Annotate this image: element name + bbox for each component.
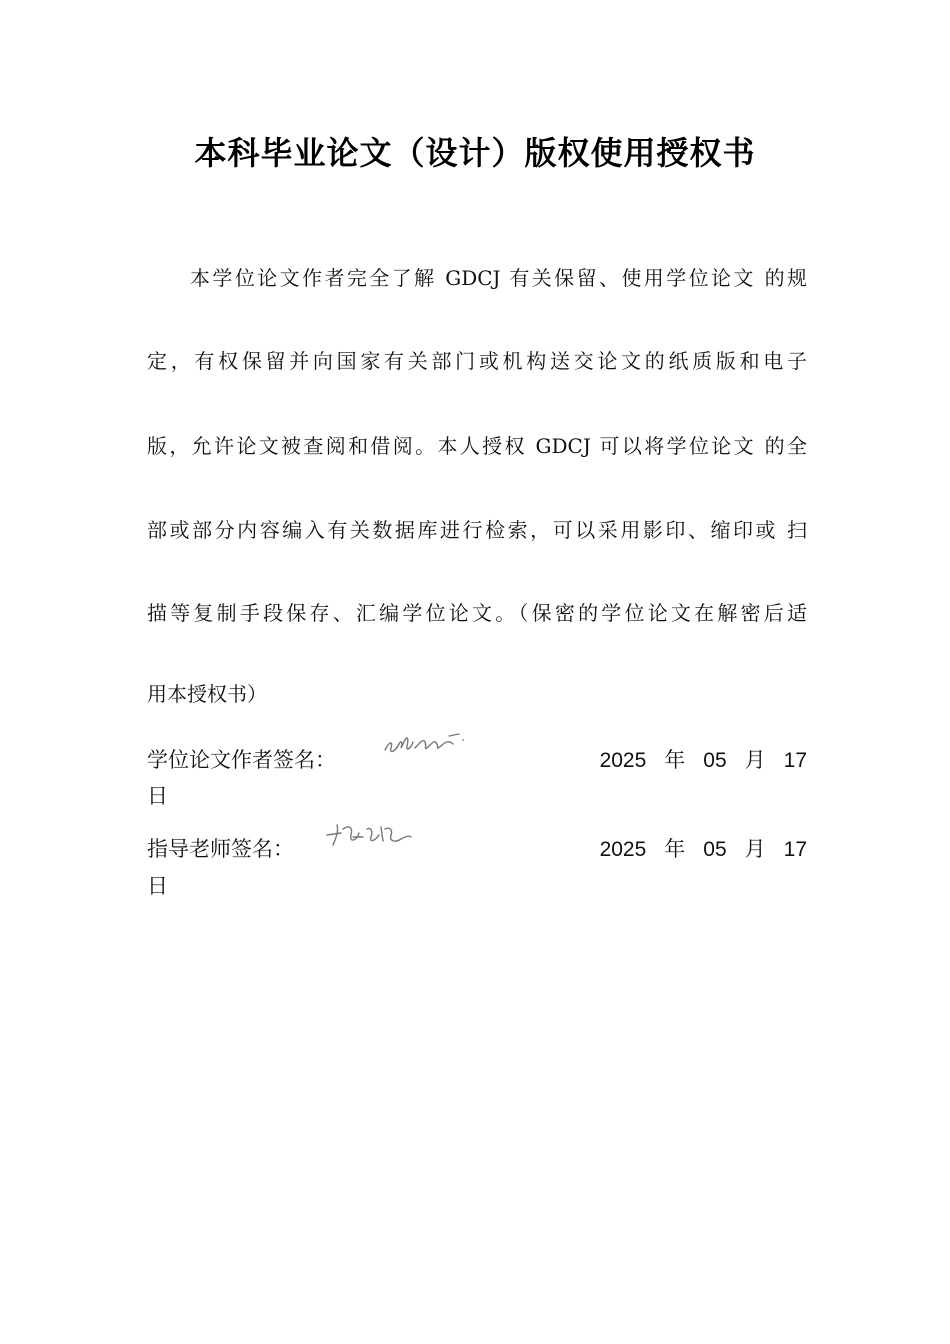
advisor-date-day: 17 [783, 838, 807, 861]
body-line: 部或部分内容编入有关数据库进行检索，可以采用影印、缩印或 扫 [147, 518, 807, 542]
author-date-year-unit: 年 [664, 748, 686, 772]
advisor-handwritten-signature [323, 815, 415, 851]
page-title: 本科毕业论文（设计）版权使用授权书 [194, 134, 756, 172]
author-signature-date [600, 744, 807, 774]
author-handwritten-signature [379, 726, 469, 762]
body-line: 用本授权书） [147, 682, 267, 706]
author-signature-label: 学位论文作者签名： [147, 748, 336, 772]
advisor-date-day-unit: 日 [147, 874, 168, 898]
author-date-month: 05 [703, 749, 727, 772]
advisor-signature-row [147, 833, 807, 873]
author-signature-row [147, 744, 807, 784]
advisor-date-month-unit: 月 [744, 837, 766, 861]
author-date-month-unit: 月 [744, 748, 766, 772]
author-date-day-unit: 日 [147, 784, 168, 808]
author-date-year: 2025 [599, 749, 647, 772]
body-line: 描等复制手段保存、汇编学位论文。（保密的学位论文在解密后适 [147, 601, 807, 625]
body-line: 定，有权保留并向国家有关部门或机构送交论文的纸质版和电子 [147, 349, 807, 373]
advisor-signature-label: 指导老师签名： [147, 837, 294, 861]
body-line: 本学位论文作者完全了解 GDCJ 有关保留、使用学位论文 的规 [190, 266, 807, 290]
advisor-date-month: 05 [703, 838, 727, 861]
body-line: 版，允许论文被查阅和借阅。本人授权 GDCJ 可以将学位论文 的全 [147, 434, 807, 458]
advisor-signature-date [600, 833, 807, 863]
advisor-date-year-unit: 年 [664, 837, 686, 861]
author-date-day: 17 [783, 749, 807, 772]
advisor-date-year: 2025 [599, 838, 647, 861]
